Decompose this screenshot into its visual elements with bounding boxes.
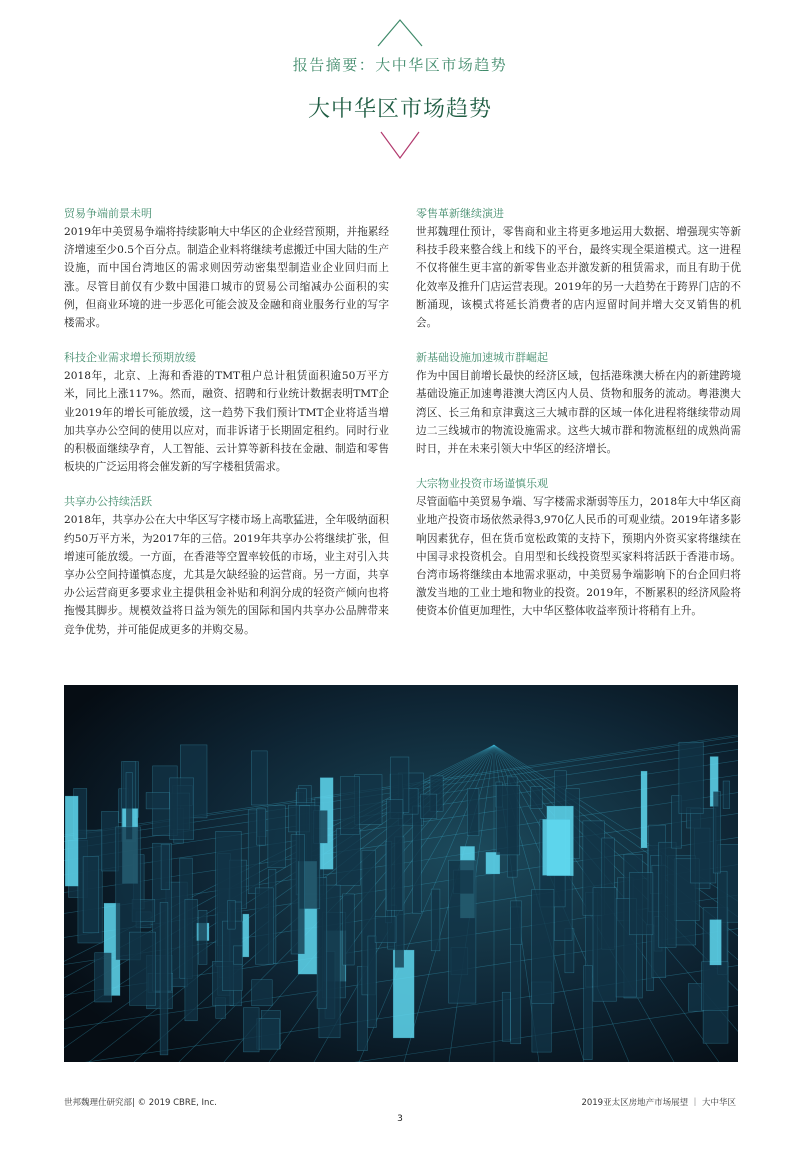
building-shape — [531, 787, 542, 809]
bottom-chevron-icon — [379, 130, 421, 160]
building-shape — [257, 1019, 280, 1050]
building-shape — [257, 809, 266, 845]
building-shape — [185, 899, 197, 1021]
city-illustration — [64, 685, 738, 1062]
section-infrastructure — [416, 349, 741, 458]
building-shape — [243, 914, 249, 957]
building-shape — [691, 809, 716, 883]
building-shape — [343, 894, 355, 965]
building-shape — [252, 980, 273, 1006]
building-shape — [341, 776, 360, 834]
section-body: 2019年中美贸易争端将持续影响大中华区的企业经营预期，并拖累经济增速至少0.5个百分点。制造企业料将继续考虑搬迁中国大陆的生产设施，而中国台湾地区的需求则因劳动密集型制造业企业回归而上涨。尽管目前仅有少数中国港口城市的贸易公司缩减办公面积的实例，但商业环境的进一步恶化可能会波及金融和商业服务行业的写字楼需求。 — [64, 226, 389, 330]
building-shape — [243, 1008, 259, 1052]
building-shape — [584, 966, 593, 1060]
top-chevron-icon — [376, 18, 424, 48]
building-shape — [146, 793, 169, 809]
building-shape — [532, 889, 554, 1003]
building-shape — [161, 844, 170, 889]
building-shape — [228, 900, 236, 929]
section-coworking — [64, 493, 389, 638]
building-shape — [291, 835, 305, 954]
building-shape — [336, 829, 360, 886]
building-shape — [160, 902, 168, 1055]
section-heading: 大宗物业投资市场谨慎乐观 — [416, 477, 548, 491]
building-shape — [629, 873, 653, 935]
section-trade-dispute — [64, 205, 389, 332]
section-retail — [416, 205, 741, 332]
building-shape — [65, 796, 78, 886]
building-shape — [659, 842, 676, 947]
footer-credit: 世邦魏理仕研究部| © 2019 CBRE, Inc. — [64, 1098, 217, 1108]
section-body: 尽管面临中美贸易争端、写字楼需求渐弱等压力，2018年大中华区商业地产投资市场依然录得3,970亿人民币的可观业绩。2019年诸多影响因素犹存，但在货币宽松政策的支持下，预期内外资买家将继续在中国寻求投资机会。自用型和长线投资型买家料将活跃于香港市场。台湾市场将继续由本地需求驱动，中美贸易争端影响下的台企回归将激发当地的工业土地和物业的投资。2019年，不断累积的经济风险将使资本价值更加理性，大中华区整体收益率预计将稍有上升。 — [416, 496, 741, 618]
building-shape — [467, 789, 479, 836]
section-tech-demand — [64, 349, 389, 476]
building-shape — [593, 888, 617, 1002]
section-heading: 共享办公持续活跃 — [64, 495, 152, 509]
building-shape — [170, 778, 194, 840]
building-shape — [387, 800, 403, 911]
building-shape — [198, 910, 207, 964]
building-shape — [702, 962, 729, 1011]
section-heading: 科技企业需求增长预期放缓 — [64, 351, 196, 365]
building-shape — [723, 781, 730, 809]
city-hero-image — [64, 685, 738, 1062]
building-shape — [255, 888, 273, 964]
building-shape — [486, 852, 500, 874]
footer-report-title: 2019亚太区房地产市场展望 ｜ 大中华区 — [581, 1098, 736, 1108]
building-shape — [710, 920, 722, 965]
building-shape — [641, 771, 647, 848]
building-shape — [251, 751, 267, 805]
building-shape — [543, 819, 571, 875]
left-column — [64, 205, 389, 656]
building-shape — [83, 857, 99, 933]
building-shape — [129, 932, 155, 1005]
building-shape — [431, 889, 440, 951]
page-title: 大中华区市场趋势 — [307, 97, 492, 122]
building-shape — [449, 860, 476, 1003]
building-shape — [95, 953, 112, 1002]
building-shape — [679, 742, 703, 813]
building-shape — [375, 917, 396, 943]
building-shape — [688, 984, 703, 1012]
section-heading: 贸易争端前景未明 — [64, 207, 152, 220]
section-heading: 零售革新继续演进 — [416, 207, 504, 220]
building-shape — [268, 806, 286, 868]
building-shape — [496, 785, 519, 855]
building-shape — [413, 806, 422, 913]
building-shape — [713, 792, 720, 874]
section-body: 2018年，共享办公在大中华区写字楼市场上高歌猛进，全年吸纳面积约50万平方米，为2017年的三倍。2019年共享办公将继续扩张，但增速可能放缓。一方面，在香港等空置率较低的市场，业主对引入共享办公空间持谨慎态度，尤其是欠缺经验的运营商。另一方面，共享办公运营商更多要求业主提供租金补贴和利润分成的轻资产倾向也将拖慢其脚步。规模效益将日益为领先的国际和国内共享办公品牌带来竞争优势，并可能促成更多的并购交易。 — [64, 514, 389, 636]
building-shape — [502, 992, 510, 1041]
right-column — [416, 205, 741, 638]
building-shape — [368, 936, 376, 1028]
page-number: 3 — [397, 1114, 403, 1124]
building-shape — [233, 946, 242, 964]
building-shape — [510, 901, 521, 945]
report-subtitle: 报告摘要：大中华区市场趋势 — [292, 56, 508, 74]
section-body: 作为中国目前增长最快的经济区域，包括港珠澳大桥在内的新建跨境基础设施正加速粤港澳大湾区内人员、货物和服务的流动。粤港澳大湾区、长三角和京津冀这三大城市群的区域一体化进程将继续带动周边二三线城市的物流设施需求。这些大城市群和物流枢纽的成熟尚需时日，并在未来引领大中华区的经济增长。 — [416, 370, 741, 456]
section-investment — [416, 475, 741, 620]
section-body: 世邦魏理仕预计，零售商和业主将更多地运用大数据、增强现实等新科技手段来整合线上和线下的平台，最终实现全渠道模式。这一进程不仅将催生更丰富的新零售业态并激发新的租赁需求，而且有助于优化效率及推升门店运营表现。2019年的另一大趋势在于跨界门店的不断涌现，该模式将延长消费者的店内逗留时间并增大交叉销售的机会。 — [416, 226, 741, 330]
building-shape — [421, 794, 437, 818]
section-body: 2018年，北京、上海和香港的TMT租户总计租赁面积逾50万平方米，同比上涨117%。然而，融资、招聘和行业统计数据表明TMT企业2019年的增长可能放缓，这一趋势下我们预计TMT企业将适当增加共享办公空间的使用以应对，而非诉诸于长期固定租约。同时行业的积极面继续孕育，人工智能、云计算等新科技在金融、制造和零售板块的广泛运用将会催发新的写字楼租赁需求。 — [64, 370, 389, 474]
section-heading: 新基础设施加速城市群崛起 — [416, 351, 548, 365]
